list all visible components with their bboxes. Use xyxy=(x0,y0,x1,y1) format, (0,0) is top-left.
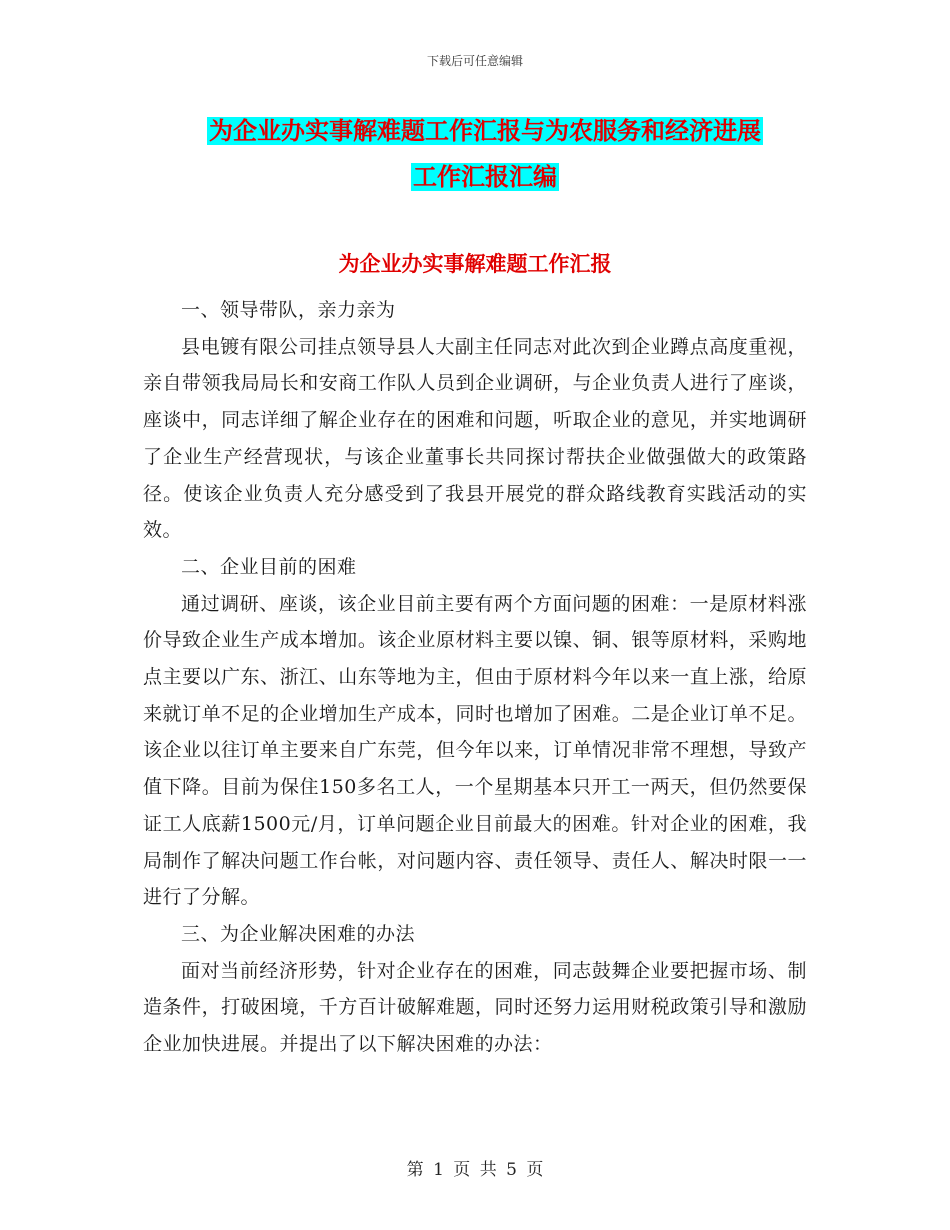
heading-difficulties: 二、企业目前的困难 xyxy=(181,555,357,578)
paragraph-difficulties: 通过调研、座谈，该企业目前主要有两个方面问题的困难：一是原材料涨价导致企业生产成本增加。该企业原材料主要以镍、铜、银等原材料，采购地点主要以广东、浙江、山东等地为主，但由于原材料今年以来一直上涨，给原来就订单不足的企业增加生产成本，同时也增加了困难。二是企业订单不足。该企业以往订单主要来自广东莞，但今年以来，订单情况非常不理想，导致产值下降。目前为保住150多名工人，一个星期基本只开工一两天，但仍然要保证工人底薪1500元/月，订单问题企业目前最大的困难。针对企业的困难，我局制作了解决问题工作台帐，对问题内容、责任领导、责任人、解决时限一一进行了分解。 xyxy=(143,592,807,909)
paragraph-solutions: 面对当前经济形势，针对企业存在的困难，同志鼓舞企业要把握市场、制造条件，打破困境，千方百计破解难题，同时还努力运用财税政策引导和激励企业加快进展。并提出了以下解决困难的办法： xyxy=(143,959,807,1056)
header-note: 下载后可任意编辑 xyxy=(426,54,523,68)
heading-leadership: 一、领导带队，亲力亲为 xyxy=(181,299,396,321)
paragraph-leadership: 县电镀有限公司挂点领导县人大副主任同志对此次到企业蹲点高度重视，亲自带领我局局长和安商工作队人员到企业调研，与企业负责人进行了座谈，座谈中，同志详细了解企业存在的困难和问题，听取企业的意见，并实地调研了企业生产经营现状，与该企业董事长共同探讨帮扶企业做强做大的政策路径。使该企业负责人充分感受到了我县开展党的群众路线教育实践活动的实效。 xyxy=(143,335,807,542)
document-title-line-2: 工作汇报汇编 xyxy=(413,163,557,191)
heading-solutions: 三、为企业解决困难的办法 xyxy=(181,922,416,945)
section-title: 为企业办实事解难题工作汇报 xyxy=(338,252,612,276)
document-title xyxy=(145,108,825,200)
page-indicator: 第 1 页 共 5 页 xyxy=(406,1160,544,1180)
document-title-line-1: 为企业办实事解难题工作汇报与为农服务和经济进展 xyxy=(209,117,761,145)
document-body xyxy=(143,292,807,1063)
